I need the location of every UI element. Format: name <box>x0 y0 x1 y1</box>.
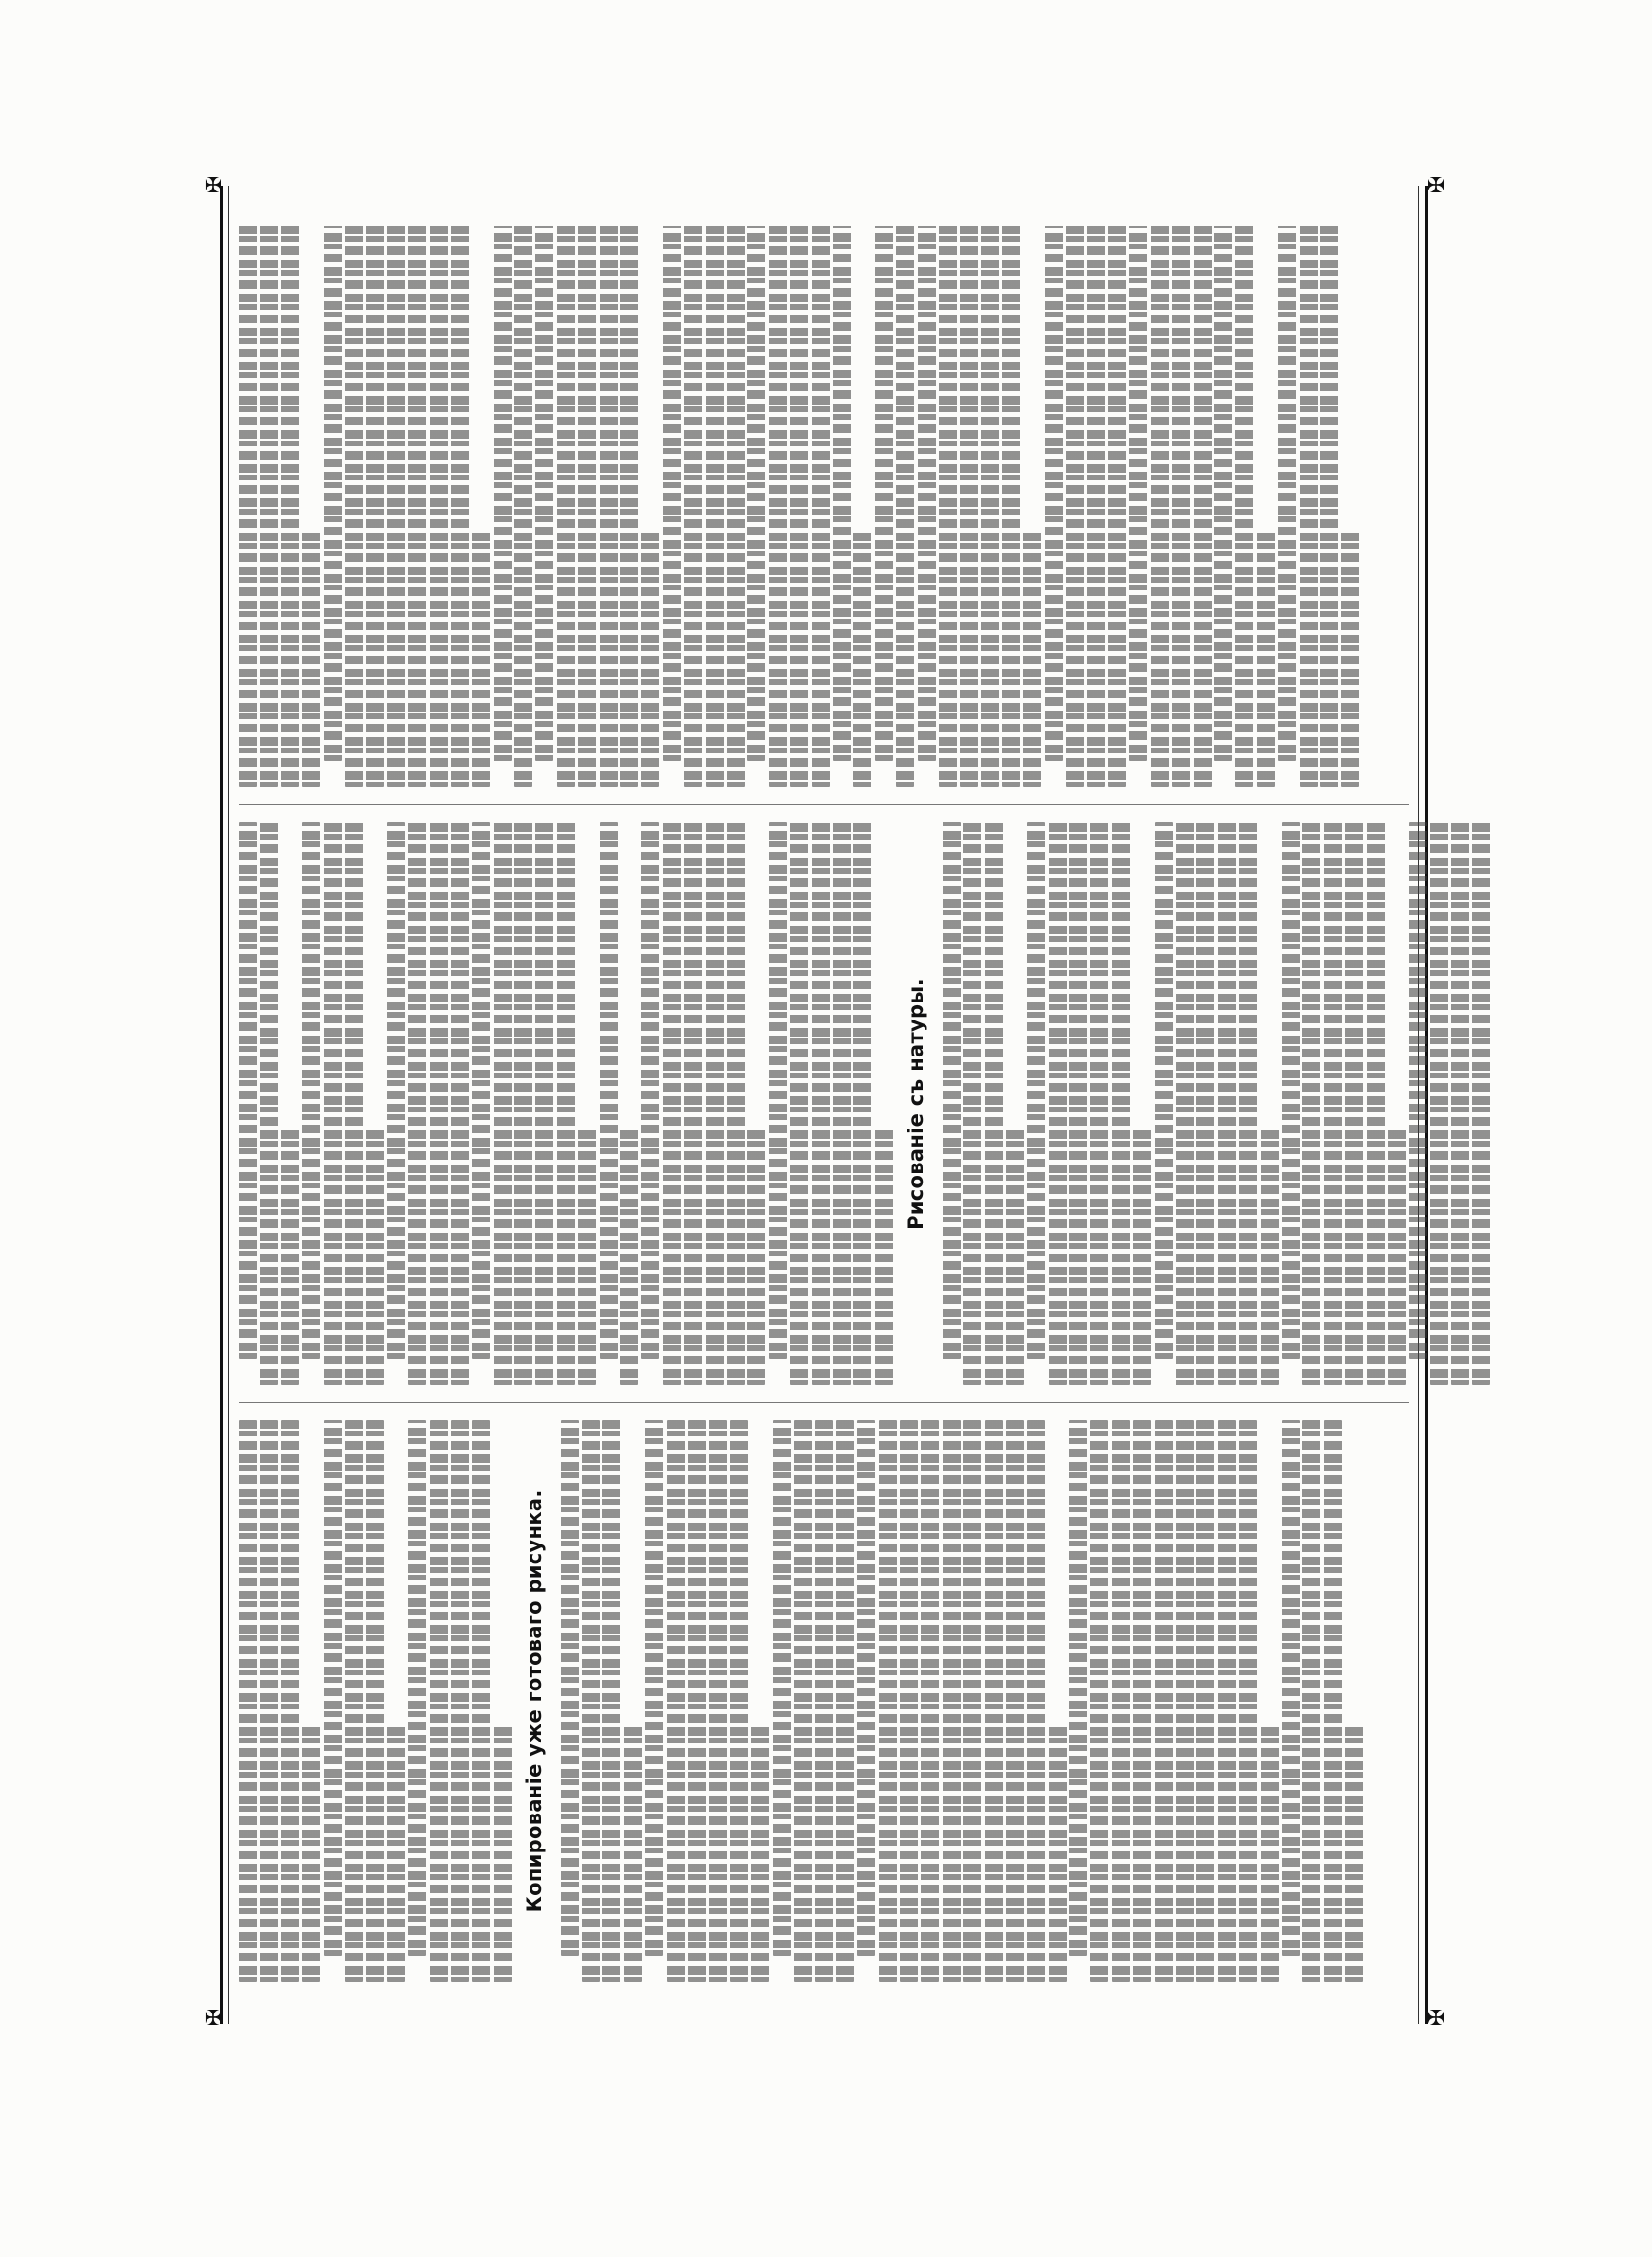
text-column-3 <box>239 208 1409 805</box>
paragraph-block <box>239 1420 512 1982</box>
paragraph-block <box>239 822 893 1384</box>
section-heading: Рисованіе съ натуры. <box>904 978 927 1230</box>
corner-ornament-icon: ✠ <box>204 2007 223 2031</box>
corner-ornament-icon: ✠ <box>1427 2007 1446 2031</box>
corner-ornament-icon: ✠ <box>204 174 223 198</box>
text-column-2 <box>239 805 1409 1402</box>
section-heading: Копированіе уже готоваго рисунка. <box>522 1490 546 1913</box>
paragraph-block <box>239 226 1359 787</box>
corner-ornament-icon: ✠ <box>1427 174 1446 198</box>
rotated-text-block <box>239 208 1409 1999</box>
paragraph-block <box>943 822 1491 1384</box>
text-column-1 <box>239 1403 1409 1999</box>
paragraph-block <box>561 1420 1363 1982</box>
